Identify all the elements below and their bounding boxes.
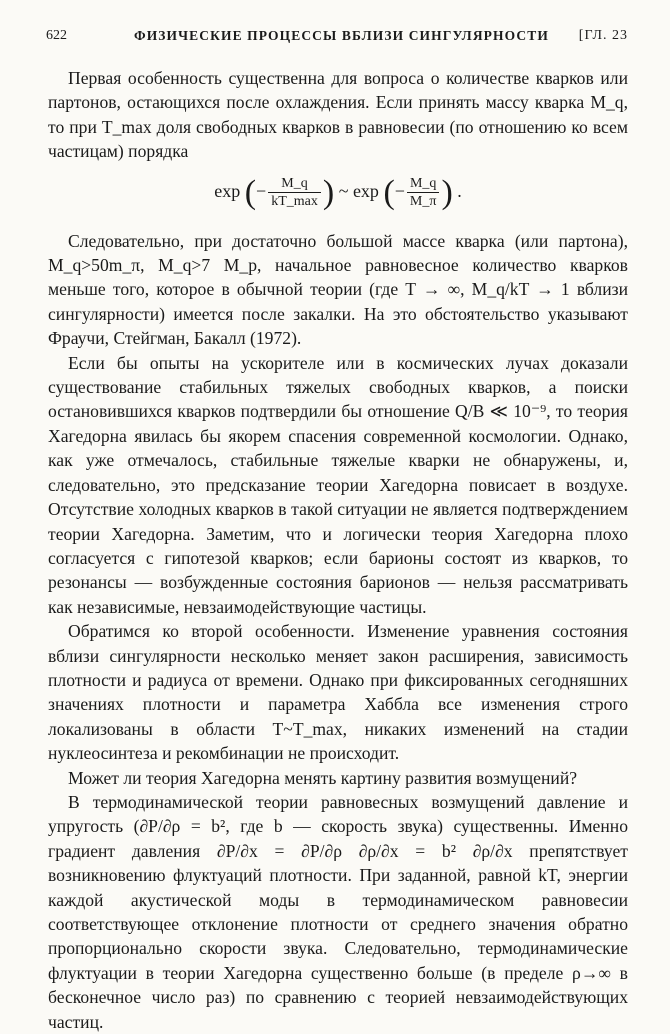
- paragraph-5: Может ли теория Хагедорна менять картину развития возмущений?: [68, 767, 578, 788]
- relation-sign: ~: [338, 180, 349, 201]
- equation-exp: exp (− $\frac{M\_q}{kT\_\max}$ ) ~ exp (− $\frac{M\_q}{M\_\pi}$ ) .: [214, 173, 462, 211]
- page-number: 622: [46, 28, 67, 43]
- fraction-1-denominator: kT_max: [271, 194, 318, 209]
- exp-label-2: exp: [352, 180, 379, 201]
- fraction-1: [268, 175, 321, 210]
- fraction-2: [407, 175, 440, 210]
- fraction-2-numerator: M_q: [407, 175, 440, 193]
- fraction-2-denominator: M_π: [409, 194, 437, 209]
- page-body: [48, 66, 628, 1034]
- paragraph-6: В термодинамической теории равновесных возмущений давление и упругость (∂P/∂ρ = b², где b — скорость звука) существенны. Именно градиент давления ∂P/∂x = ∂P/∂ρ ∂ρ/∂x = b² ∂ρ/∂x препятствует возникновению флуктуаций плотности. При заданной, равной kT, энергии каждой акустической моды в термодинамическом равновесии соответствующее отклонение плотности от среднего значения обратно пропорционально скорости звука. Следовательно, термодинамические флуктуации в теории Хагедорна существенно больше (в пределе ρ→∞ в бесконечное число раз) по сравнению с теорией невзаимодействующих частиц.: [48, 791, 628, 1032]
- paragraph-4: Обратимся ко второй особенности. Изменение уравнения состояния вблизи сингулярности несколько меняет закон расширения, зависимость плотности и радиуса от времени. Однако при фиксированных сегодняшних значениях плотности и параметра Хаббла все изменения строго локализованы в области T~T_max, никаких изменений на стадии нуклеосинтеза и рекомбинации не происходит.: [48, 621, 628, 764]
- chapter-label: [ГЛ. 23: [578, 28, 628, 43]
- exp-label-1: exp: [214, 180, 241, 201]
- fraction-1-numerator: M_q: [268, 175, 321, 193]
- paragraph-1: Первая особенность существенна для вопроса о количестве кварков или партонов, остающихся после охлаждения. Если принять массу кварка M_q, то при T_max доля свободных кварков в равновесии (по отношению ко всем частицам) порядка: [48, 68, 628, 162]
- paragraph-2: Следовательно, при достаточно большой массе кварка (или партона), M_q>50m_π, M_q>7 M_p, начальное равновесное количество кварков меньше того, которое в обычной теории (где T → ∞, M_q/kT → 1 вблизи сингулярности) имеется после закалки. На это обстоятельство указывают Фраучи, Стейгман, Бакалл (1972).: [48, 230, 628, 349]
- running-title: ФИЗИЧЕСКИЕ ПРОЦЕССЫ ВБЛИЗИ СИНГУЛЯРНОСТИ: [134, 28, 549, 43]
- page-header: [46, 28, 628, 50]
- paragraph-3: Если бы опыты на ускорителе или в космических лучах доказали существование стабильных тяжелых свободных кварков, а поиски остановившихся кварков подтвердили бы отношение Q/B ≪ 10⁻⁹, то теория Хагедорна явилась бы якорем спасения современной космологии. Однако, как уже отмечалось, стабильные тяжелые кварки не обнаружены, и, следовательно, это предсказание теории Хагедорна повисает в воздухе. Отсутствие холодных кварков в такой ситуации не является подтверждением теории Хагедорна. Заметим, что и логически теория Хагедорна плохо согласуется с гипотезой кварков; если барионы состоят из кварков, то резонансы — возбужденные состояния барионов — нельзя рассматривать как независимые, невзаимодействующие частицы.: [48, 352, 628, 617]
